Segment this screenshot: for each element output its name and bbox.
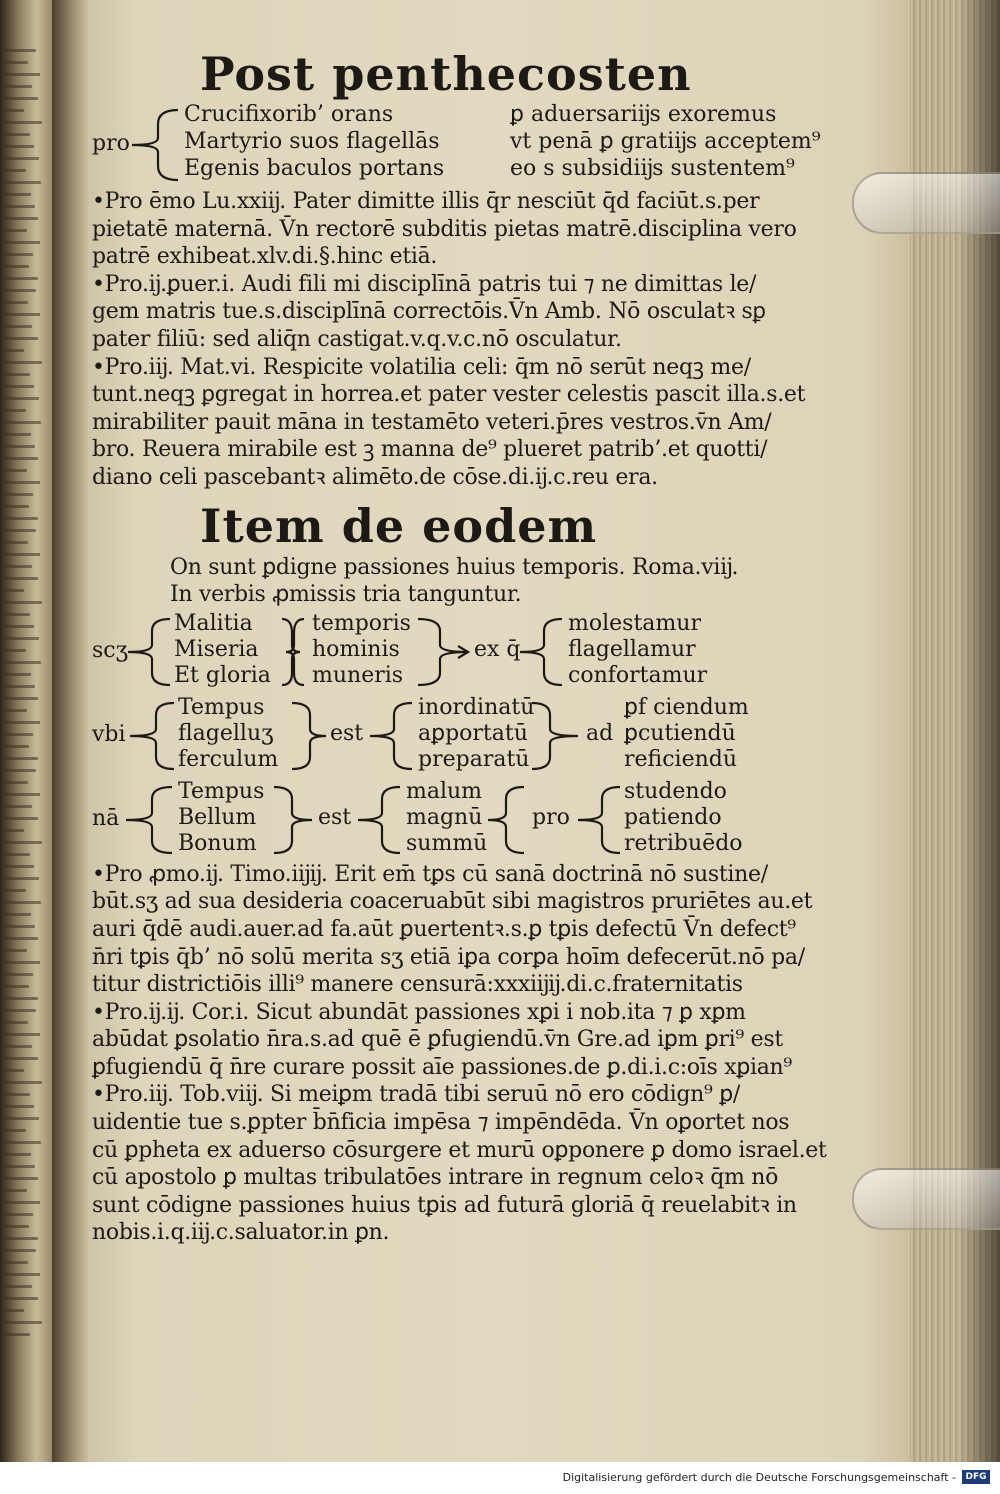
text-line: pietatē maternā. V̄n rectorē subditis pietas matrē.disciplina vero — [92, 216, 797, 242]
left-page-line — [4, 1081, 42, 1084]
left-page-line — [4, 121, 42, 124]
left-page-line — [4, 613, 30, 616]
left-page-line — [4, 73, 40, 76]
left-page-line — [4, 1189, 27, 1192]
funding-credit: Digitalisierung gefördert durch die Deutsche Forschungsgemeinschaft - — [562, 1471, 956, 1484]
schema-connector: est — [318, 804, 352, 830]
left-page-line — [4, 1249, 36, 1252]
left-page-line — [4, 505, 29, 508]
left-page-line — [4, 733, 33, 736]
schema-item: Tempus — [178, 778, 265, 804]
brace-icon — [126, 697, 176, 775]
left-page-line — [4, 589, 24, 592]
schema-item: hominis — [312, 636, 400, 662]
schema-pro — [92, 102, 821, 186]
schema-item: Tempus — [178, 694, 265, 720]
left-page-line — [4, 133, 30, 136]
schema-item: Malitia — [174, 610, 253, 636]
left-page-line — [4, 697, 38, 700]
left-page-line — [4, 889, 26, 892]
schema-item: ferculum — [178, 746, 279, 772]
left-page-line — [4, 925, 35, 928]
text-line: •Pro.ĳ.ĳ. Cor.i. Sicut abundāt passiones xꝑi i nob.ita ⁊ ꝑ xꝑm — [92, 999, 746, 1025]
left-page-line — [4, 1009, 36, 1012]
schema-item: retribuēdo — [624, 830, 743, 856]
text-line: auri q̄dē audi.auer.ad fa.aūt ꝑuertentꝛ.s.ꝑ tꝑis defectū V̄n defect⁹ — [92, 916, 796, 942]
text-line: titur districtiōis illi⁹ manere censurā:xxxiĳĳ.di.c.fraternitatis — [92, 972, 743, 998]
left-page-line — [4, 781, 28, 784]
left-page-line — [4, 1285, 32, 1288]
schema-item: preparatū — [418, 746, 530, 772]
left-page-line — [4, 193, 31, 196]
paragraph-2 — [92, 861, 827, 1247]
double-brace-icon — [278, 613, 308, 691]
left-page-line — [4, 1225, 29, 1228]
left-page-line — [4, 1237, 38, 1240]
brace-icon — [574, 781, 622, 859]
text-line: uidentie tue s.ꝑpter b̄n̄ficia impēsa ⁊ impēndēda. V̄n oꝑortet nos — [92, 1110, 790, 1136]
left-page-line — [4, 469, 27, 472]
left-page-line — [4, 1333, 30, 1336]
left-page-line — [4, 709, 27, 712]
schema-item: summū — [406, 830, 488, 856]
left-page-line — [4, 241, 40, 244]
left-page-line — [4, 217, 38, 220]
left-page-line — [4, 493, 33, 496]
schema-label: pro — [92, 131, 130, 156]
schema-item: reficiendū — [624, 746, 738, 772]
schema-scz — [92, 611, 782, 691]
section-heading: Item de eodem — [200, 498, 598, 553]
left-page-fragment — [0, 0, 52, 1462]
schema-connector: ad — [586, 720, 614, 746]
intro-text — [92, 554, 782, 609]
brace-icon — [122, 781, 174, 859]
left-page-line — [4, 577, 38, 580]
left-page-line — [4, 649, 26, 652]
schema-right-item: ꝑ aduersariĳs exoremus — [510, 102, 777, 127]
schema-item: ꝑf ciendum — [624, 694, 749, 720]
text-line: •Pro.iĳ. Tob.viĳ. Si meiꝑm tradā tibi seruū nō ero cōdign⁹ ꝑ/ — [92, 1082, 741, 1108]
left-page-line — [4, 937, 38, 940]
left-page-line — [4, 205, 35, 208]
left-page-line — [4, 1093, 30, 1096]
text-line: •Pro.ĳ.ꝑuer.i. Audi fili mi disciplīnā patris tui ⁊ ne dimittas le/ — [92, 271, 757, 297]
left-page-line — [4, 529, 36, 532]
text-line: būt.sʒ ad sua desideria coaceruabūt sibi magistros pruriētes au.et — [92, 889, 813, 915]
left-page-line — [4, 601, 42, 604]
schema-item: inordinatū — [418, 694, 535, 720]
left-page-line — [4, 901, 41, 904]
left-page-line — [4, 1165, 35, 1168]
left-page-line — [4, 1129, 26, 1132]
left-page-line — [4, 421, 41, 424]
left-page-line — [4, 1105, 34, 1108]
left-page-line — [4, 517, 38, 520]
page-text — [92, 46, 827, 1247]
text-line: •Pro ēmo Lu.xxiĳ. Pater dimitte illis q̄r nesciūt q̄d faciūt.s.per — [92, 189, 760, 214]
schema-item: magnū — [406, 804, 483, 830]
brace-icon — [124, 613, 172, 691]
left-page-line — [4, 1213, 33, 1216]
left-page-line — [4, 253, 33, 256]
left-page-line — [4, 661, 41, 664]
brace-icon — [270, 781, 314, 859]
text-line: mirabiliter pauit māna in testamēto veteri.p̄res vestros.v̄n Am/ — [92, 409, 772, 435]
left-page-line — [4, 745, 29, 748]
left-page-line — [4, 853, 30, 856]
left-page-line — [4, 973, 33, 976]
left-page-line — [4, 337, 38, 340]
left-page-line — [4, 1321, 42, 1324]
schema-item: aꝑportatū — [418, 720, 528, 746]
left-page-line — [4, 109, 24, 112]
left-page-line — [4, 1261, 28, 1264]
text-line: On sunt ꝑdigne passiones huius temporis. Roma.viĳ. — [170, 554, 739, 580]
schema-vbi — [92, 695, 782, 775]
brace-icon — [484, 781, 528, 859]
left-page-line — [4, 481, 40, 484]
left-page-line — [4, 721, 40, 724]
schema-label: vbi — [92, 721, 126, 747]
left-page-line — [4, 445, 35, 448]
left-page-line — [4, 961, 40, 964]
left-page-line — [4, 61, 28, 64]
text-line: nobis.i.q.iĳ.c.saluator.in ꝑn. — [92, 1220, 390, 1246]
book-gutter — [52, 0, 92, 1462]
text-line: pater filiū: sed aliq̄n castigat.v.q.v.c.nō osculatur. — [92, 326, 622, 352]
left-page-line — [4, 541, 28, 544]
brace-icon — [354, 781, 402, 859]
left-page-line — [4, 841, 42, 844]
left-page-line — [4, 361, 42, 364]
text-line: gem matris tue.s.disciplīnā correctōis.V̄n Amb. Nō osculatꝛ sꝑ — [92, 299, 766, 325]
schema-item: patiendo — [624, 804, 722, 830]
left-page-line — [4, 1057, 38, 1060]
schema-item: flagellamur — [568, 636, 696, 662]
left-page-line — [4, 433, 31, 436]
left-page-line — [4, 1069, 24, 1072]
left-page-line — [4, 673, 31, 676]
left-page-line — [4, 769, 36, 772]
left-page-line — [4, 1033, 40, 1036]
left-page-line — [4, 1177, 38, 1180]
text-line: ꝑfugiendū q̄ n̄re curare possit aīe passiones.de ꝑ.di.i.c:oīs xꝑian⁹ — [92, 1054, 792, 1080]
left-page-line — [4, 397, 39, 400]
left-page-line — [4, 1141, 41, 1144]
schema-na — [92, 779, 782, 859]
left-page-line — [4, 145, 34, 148]
left-page-line — [4, 97, 38, 100]
left-page-line — [4, 949, 27, 952]
left-page-line — [4, 793, 40, 796]
left-page-line — [4, 1153, 31, 1156]
text-line: sunt cōdigne passiones huius tꝑis ad futurā gloriā q̄ reuelabitꝛ in — [92, 1192, 797, 1218]
schema-item: Bellum — [178, 804, 257, 830]
left-page-line — [4, 1021, 28, 1024]
text-line: patrē exhibeat.xlv.di.§.hinc etiā. — [92, 244, 438, 270]
schema-item: Miseria — [174, 636, 259, 662]
brace-icon — [414, 613, 470, 691]
brace-icon — [288, 697, 328, 775]
left-page-line — [4, 985, 29, 988]
text-line: bro. Reuera mirabile est ꝫ manna de⁹ plueret patrib’.et quotti/ — [92, 437, 768, 463]
text-line: tunt.neqꝫ ꝑgregat in horrea.et pater vester celestis pascit illa.s.et — [92, 382, 806, 408]
left-page-line — [4, 997, 38, 1000]
left-page-line — [4, 349, 24, 352]
text-line: •Pro.iĳ. Mat.vi. Respicite volatilia celi: q̄m nō serūt neqꝫ me/ — [92, 354, 751, 380]
left-page-line — [4, 49, 36, 52]
left-page-line — [4, 157, 39, 160]
text-line: n̄ri tꝑis q̄b’ nō solū merita sʒ etiā iꝑa corꝑa hoīm defecerūt.nō pa/ — [92, 944, 805, 970]
schema-right-item: eo s subsidiĳs sustentem⁹ — [510, 156, 795, 181]
schema-item: studendo — [624, 778, 727, 804]
schema-item: ꝑcutiendū — [624, 720, 736, 746]
left-page-line — [4, 409, 26, 412]
text-line: cū apostolo ꝑ multas tribulatōes intrare in regnum celoꝛ q̄m nō — [92, 1165, 779, 1191]
left-page-line — [4, 289, 36, 292]
schema-item: Et gloria — [174, 662, 271, 688]
left-page-text-lines — [4, 40, 44, 1420]
left-page-line — [4, 625, 34, 628]
schema-item: confortamur — [568, 662, 708, 688]
left-page-line — [4, 685, 35, 688]
left-page-line — [4, 913, 31, 916]
schema-item: Bonum — [178, 830, 257, 856]
schema-label: scʒ — [92, 637, 129, 663]
left-page-line — [4, 865, 34, 868]
footer-bar — [0, 1462, 1000, 1494]
left-page-line — [4, 757, 38, 760]
text-line: abūdat ꝑsolatio n̄ra.s.ad quē ē ꝑfugiendū.v̄n Gre.ad iꝑm ꝑri⁹ est — [92, 1027, 783, 1053]
schema-item: molestamur — [568, 610, 701, 636]
left-page-line — [4, 277, 38, 280]
schema-item: muneris — [312, 662, 404, 688]
left-page-line — [4, 1309, 24, 1312]
left-page-line — [4, 301, 28, 304]
left-page-line — [4, 805, 32, 808]
schema-right-item: vt penā ꝑ gratiĳs acceptem⁹ — [510, 129, 821, 154]
left-page-line — [4, 1297, 38, 1300]
left-page-line — [4, 829, 24, 832]
schema-left-item: Crucifixorib’ orans — [184, 102, 394, 127]
schema-item: malum — [406, 778, 483, 804]
schema-label: nā — [92, 805, 120, 831]
text-line: cū ꝑpheta ex aduerso cōsurgere et murū oꝑponere ꝑ domo israel.et — [92, 1137, 827, 1163]
text-line: •Pro ꝓmo.ĳ. Timo.iĳĳ. Erit em̄ tꝑs cū sanā doctrinā nō sustine/ — [92, 861, 768, 887]
text-line: In verbis ꝓmissis tria tanguntur. — [170, 582, 522, 608]
brace-icon — [516, 613, 564, 691]
left-page-line — [4, 325, 32, 328]
text-line: diano celi pascebantꝛ alimēto.de cōse.di.ĳ.c.reu era. — [92, 464, 658, 490]
left-page-line — [4, 373, 30, 376]
left-page-line — [4, 877, 39, 880]
left-page-line — [4, 1117, 39, 1120]
book-clip-bottom — [852, 1168, 1000, 1230]
left-page-line — [4, 229, 27, 232]
left-page-line — [4, 817, 38, 820]
schema-connector: est — [330, 720, 364, 746]
left-page-line — [4, 565, 32, 568]
left-page-line — [4, 385, 34, 388]
left-page-line — [4, 1201, 40, 1204]
section-heading: Post penthecosten — [200, 47, 692, 101]
left-page-line — [4, 1045, 32, 1048]
paragraph-1 — [92, 188, 806, 492]
left-page-line — [4, 265, 29, 268]
brace-icon — [528, 697, 584, 775]
left-page-line — [4, 1273, 40, 1276]
schema-item: temporis — [312, 610, 411, 636]
left-page-line — [4, 637, 39, 640]
schema-item: flagelluʒ — [178, 720, 274, 746]
brace-icon — [128, 104, 180, 186]
book-clip-top — [852, 172, 1000, 234]
left-page-line — [4, 457, 38, 460]
schema-connector: ex q̄ — [474, 636, 521, 662]
left-page-line — [4, 313, 40, 316]
left-page-line — [4, 85, 32, 88]
left-page-line — [4, 169, 26, 172]
brace-icon — [366, 697, 414, 775]
schema-left-item: Martyrio suos flagellās — [184, 129, 440, 154]
left-page-line — [4, 553, 40, 556]
schema-left-item: Egenis baculos portans — [184, 156, 445, 181]
left-page-line — [4, 181, 41, 184]
dfg-logo: DFG — [962, 1470, 990, 1484]
schema-connector: pro — [532, 804, 570, 830]
